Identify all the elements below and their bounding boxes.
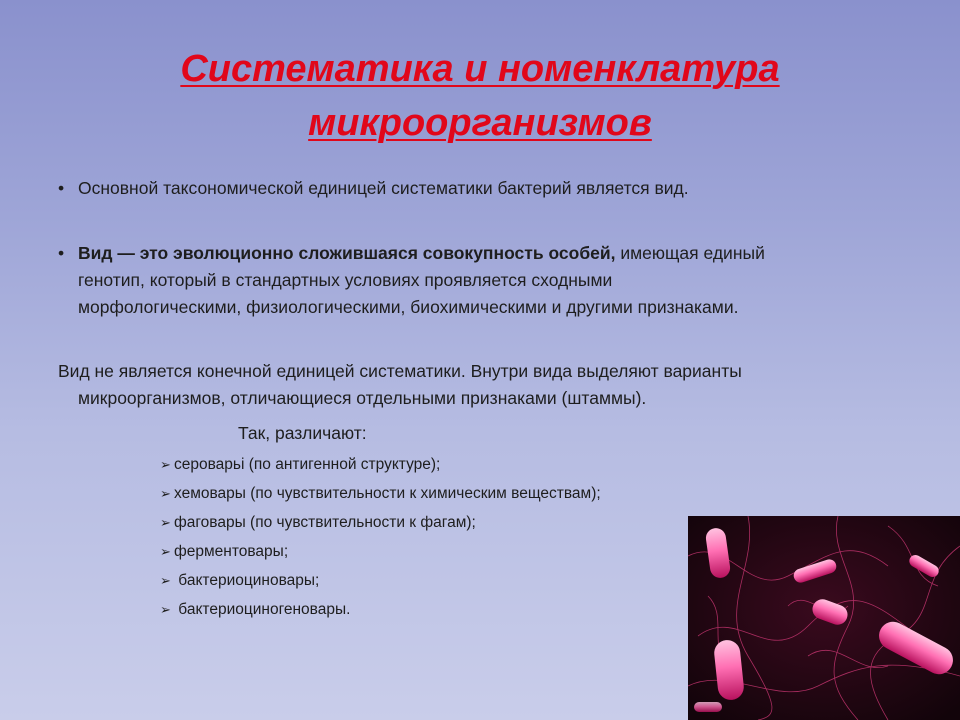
list-item: ➢ фаговары (по чувствительности к фагам);	[160, 508, 601, 537]
species-definition-line-2: генотип, который в стандартных условиях проявляется сходными	[78, 270, 613, 290]
list-intro: Так, различают:	[238, 423, 367, 443]
title-line-1: Систематика и номенклатура	[180, 48, 780, 90]
species-definition-bold: Вид — это эволюционно сложившаяся совокупность особей,	[78, 243, 616, 263]
species-definition-rest: имеющая единый	[615, 243, 765, 263]
list-item: ➢ сероварьі (по антигенной структуре);	[160, 450, 601, 479]
bullet-text: Основной таксономической единицей систематики бактерий является вид.	[78, 178, 689, 198]
check-arrow-icon: ➢	[160, 544, 171, 559]
check-arrow-icon: ➢	[160, 515, 171, 530]
list-item: ➢ бактериоциногеновары.	[160, 595, 601, 624]
check-arrow-icon: ➢	[160, 457, 171, 472]
bullet-dot: •	[58, 178, 65, 198]
strains-paragraph	[58, 358, 918, 412]
bullet-dot: •	[58, 243, 65, 263]
list-item: ➢ ферментовары;	[160, 537, 601, 566]
variant-list	[160, 450, 601, 624]
bullet-species-definition	[58, 240, 908, 321]
check-arrow-icon: ➢	[160, 602, 171, 617]
bacteria-micrograph-icon	[688, 516, 960, 720]
strains-line-2: микроорганизмов, отличающиеся отдельными признаками (штаммы).	[78, 388, 647, 408]
strains-line-1: Вид не является конечной единицей систематики. Внутри вида выделяют варианты	[58, 361, 742, 381]
check-arrow-icon: ➢	[160, 486, 171, 501]
species-definition-line-3: морфологическими, физиологическими, биохимическими и другими признаками.	[78, 297, 739, 317]
bullet-taxonomy-unit	[58, 175, 908, 202]
slide-title	[0, 42, 960, 150]
check-arrow-icon: ➢	[160, 573, 171, 588]
list-item: ➢ хемовары (по чувствительности к химическим веществам);	[160, 479, 601, 508]
title-line-2: микроорганизмов	[308, 102, 652, 144]
list-item: ➢ бактериоциновары;	[160, 566, 601, 595]
